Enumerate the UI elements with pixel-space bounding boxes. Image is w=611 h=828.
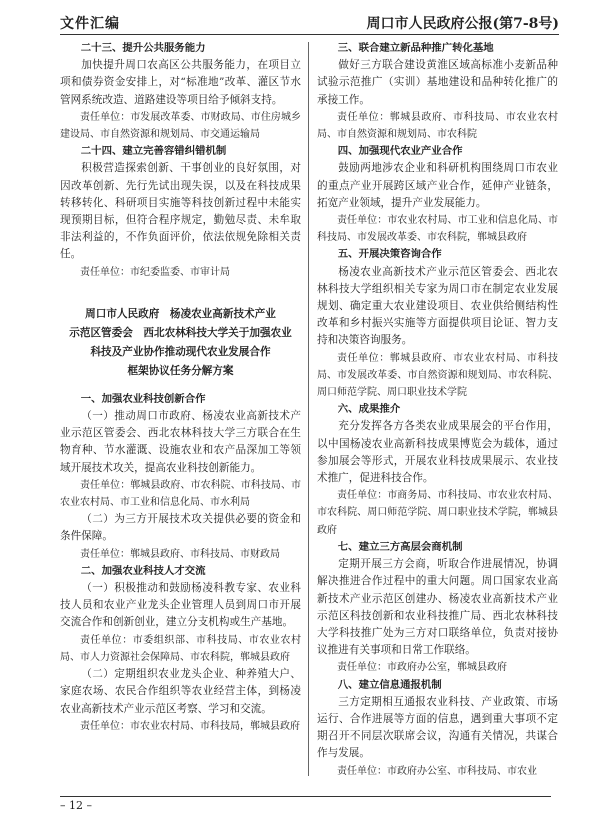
page-number: – 12 –	[60, 799, 92, 812]
responsible-units: 责任单位：郸城县政府、市科技局、市财政局	[80, 548, 280, 560]
doc-title-line: 示范区管委会 西北农林科技大学关于加强农业	[69, 326, 292, 339]
responsible-units: 责任单位：市农业农村局、市科技局，郸城县政府	[80, 720, 300, 732]
section-heading: 五、开展决策咨询合作	[337, 248, 442, 261]
responsible-units: 责任单位：市商务局、市科技局、市农业农村局、市农科院、周口师范学院、周口职业技术学院，郸城县政府	[317, 490, 558, 536]
section-heading: 二十四、建立完善容错纠错机制	[80, 145, 227, 158]
section-heading: 四、加强现代农业产业合作	[337, 145, 463, 158]
responsible-units: 责任单位：市政府办公室，郸城县政府	[337, 662, 507, 674]
responsible-units: 责任单位：市农业农村局、市工业和信息化局、市科技局、市发展改革委、市农科院，郸城县政府	[317, 215, 558, 244]
paragraph: 充分发挥各方各类农业成果展会的平台作用，以中国杨凌农业高新科技成果博览会为载体，通过参加展会等形式，开展农业科技成果展示、农业技术推广，促进科技合作。	[317, 420, 558, 485]
doc-title-line: 周口市人民政府 杨凌农业高新技术产业	[85, 307, 276, 320]
responsible-units: 责任单位：郸城县政府、市农科院、市科技局、市农业农村局、市工业和信息化局、市水利局	[60, 479, 301, 509]
page-header	[60, 10, 559, 35]
section-heading: 八、建立信息通报机制	[337, 678, 442, 691]
section-heading: 一、加强农业科技创新合作	[80, 392, 206, 405]
doc-title-line: 框架协议任务分解方案	[127, 364, 234, 377]
section-heading: 三、联合建立新品种推广转化基地	[337, 42, 494, 54]
paragraph: （一）推动周口市政府、杨凌农业高新技术产业示范区管委会、西北农林科技大学三方联合在生物育种、节水灌溉、设施农业和农产品深加工等领域开展技术攻关，提高农业科技创新能力。	[60, 410, 301, 474]
responsible-units: 责任单位：市发展改革委、市财政局、市住房城乡建设局、市自然资源和规划局、市交通运输局	[60, 111, 301, 141]
section-heading: 二、加强农业科技人才交流	[80, 564, 206, 577]
journal-title: 周口市人民政府公报(第7-8号)	[366, 16, 559, 32]
responsible-units: 责任单位：市纪委监委、市审计局	[80, 266, 230, 278]
paragraph: 做好三方联合建设黄淮区域高标准小麦新品种试验示范推广（实训）基地建设和品种转化推广的承接工作。	[317, 59, 558, 106]
page-footer	[60, 796, 551, 812]
paragraph: 杨凌农业高新技术产业示范区管委会、西北农林科技大学组织相关专家为周口市在制定农业发展规划、确定重大农业建设项目、农业供给侧结构性改革和乡村振兴实施等方面提供项目论证、智力支持和决策咨询服务。	[317, 265, 558, 347]
column-divider	[308, 42, 309, 776]
section-heading: 二十三、提升公共服务能力	[80, 42, 206, 54]
paragraph: 加快提升周口农高区公共服务能力，在项目立项和债券资金安排上，对“标准地”改革、灌区节水管网系统改造、道路建设等项目给予倾斜支持。	[60, 59, 301, 106]
paragraph: （二）定期组织农业龙头企业、种养殖大户、家庭农场、农民合作组织等农业经营主体，到杨凌农业高新技术产业示范区考察、学习和交流。	[60, 668, 301, 715]
responsible-units: 责任单位：市政府办公室、市科技局、市农业	[337, 765, 537, 777]
paragraph: 积极营造探索创新、干事创业的良好氛围，对因改革创新、先行先试出现失误，以及在科技成果转移转化、科研项目实施等科技创新过程中未能实现预期目标，但符合程序规定，勤勉尽责、未牟取非法利益的，不作负面评价，依法依规免除相关责任。	[60, 162, 301, 261]
responsible-units: 责任单位：郸城县政府、市科技局、市农业农村局、市自然资源和规划局、市农科院	[317, 111, 558, 141]
paragraph: （二）为三方开展技术攻关提供必要的资金和条件保障。	[60, 513, 301, 543]
section-heading: 七、建立三方高层会商机制	[337, 540, 463, 553]
responsible-units: 责任单位：郸城县政府、市农业农村局、市科技局、市发展改革委、市自然资源和规划局、市农科院、周口师范学院、周口职业技术学院	[317, 352, 558, 399]
section-title: 文件汇编	[60, 16, 120, 32]
section-heading: 六、成果推介	[337, 403, 401, 416]
right-column	[317, 40, 558, 780]
paragraph: 鼓励两地涉农企业和科研机构围绕周口市农业的重点产业开展跨区域产业合作，延伸产业链条，拓宽产业领域，提升产业发展能力。	[317, 162, 558, 209]
paragraph: 定期开展三方会商，听取合作进展情况，协调解决推进合作过程中的重大问题。周口国家农业高新技术产业示范区创建办、杨凌农业高新技术产业示范区科技创新和农业科技推广局、西北农林科技大学科技推广处为三方对口联络单位，负责对接协议推进有关事项和日常工作联络。	[317, 558, 558, 657]
left-column	[60, 40, 301, 735]
paragraph: （一）积极推动和鼓励杨凌科教专家、农业科技人员和农业产业龙头企业管理人员到周口市开展交流合作和创新创业，建立分支机构或生产基地。	[60, 582, 301, 629]
paragraph: 三方定期相互通报农业科技、产业政策、市场运行、合作进展等方面的信息，遇到重大事项不定期召开不同层次联席会议，沟通有关情况，共谋合作与发展。	[317, 695, 558, 760]
responsible-units: 责任单位：市委组织部、市科技局、市农业农村局、市人力资源社会保障局、市农科院，郸城县政府	[60, 634, 301, 663]
doc-title-line: 科技及产业协作推动现代农业发展合作	[90, 345, 271, 358]
